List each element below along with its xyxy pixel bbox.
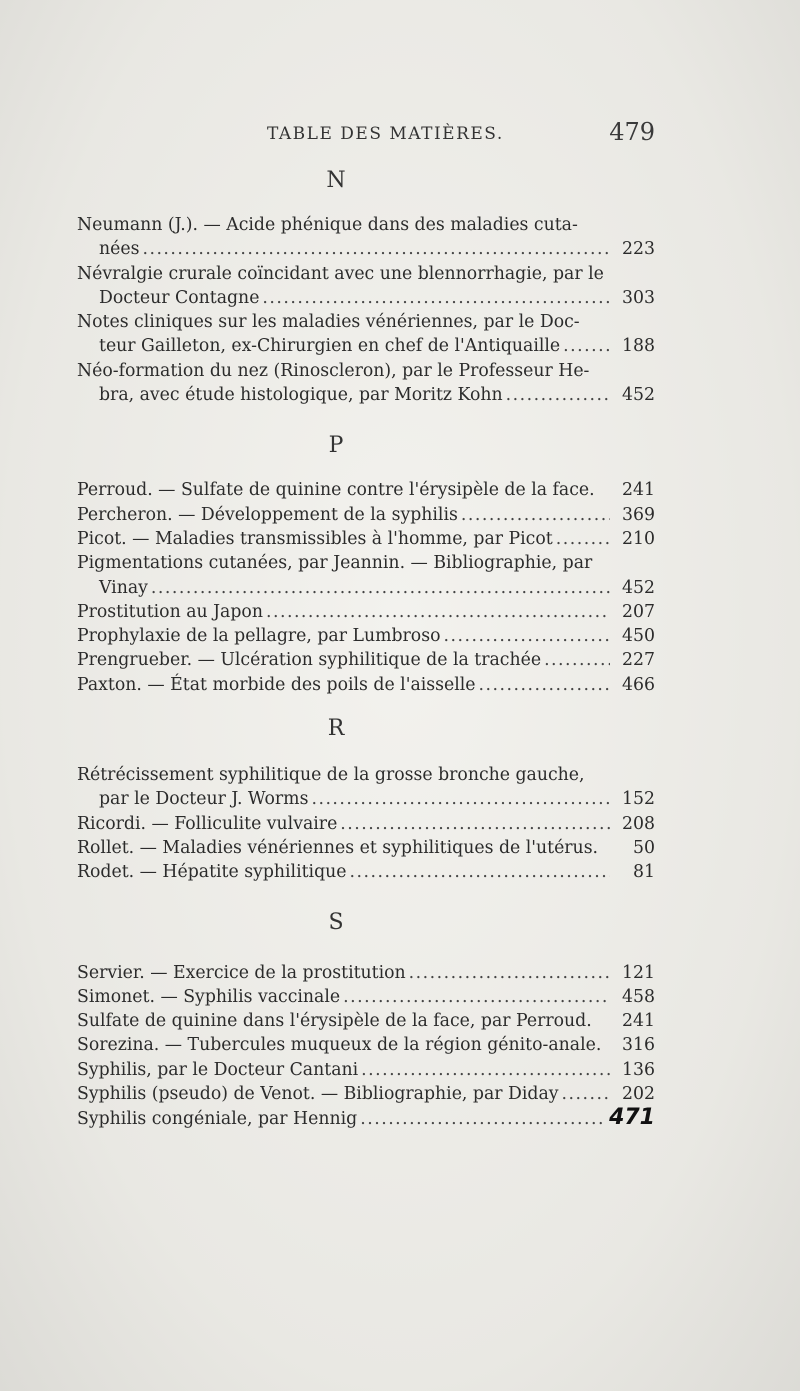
index-line: [77, 673, 655, 697]
index-line: [77, 985, 655, 1009]
section-letter-r: R: [327, 716, 345, 742]
index-content: [77, 168, 655, 1131]
entry-text: Sulfate de quinine dans l'érysipèle de la face, par Perroud.: [77, 1011, 592, 1032]
dot-leader: [343, 985, 610, 1009]
page-ref: 452: [622, 385, 655, 406]
index-line: [77, 213, 655, 237]
entry-text: Syphilis congéniale, par Hennig: [77, 1109, 358, 1130]
folio-page-number: 479: [609, 118, 655, 146]
entry-text: teur Gailleton, ex-Chirurgien en chef de l'Antiquaille: [99, 336, 561, 357]
entry-text: Syphilis, par le Docteur Cantani: [77, 1059, 359, 1080]
index-line: [77, 286, 655, 310]
page-ref: 207: [622, 601, 655, 622]
entry-text: Sorezina. — Tubercules muqueux de la région génito-anale.: [77, 1035, 602, 1056]
index-line: [77, 237, 655, 261]
index-line: [77, 478, 655, 502]
index-line: [77, 600, 655, 624]
entry-text: Ricordi. — Folliculite vulvaire: [77, 813, 338, 834]
entry-text: Docteur Contagne: [99, 287, 260, 308]
dot-leader: [361, 1058, 610, 1082]
page-ref: 466: [622, 674, 655, 695]
handwritten-page-ref: 471: [609, 1105, 655, 1131]
entry-text: Picot. — Maladies transmissibles à l'homme, par Picot: [77, 528, 553, 549]
entry-text: Pigmentations cutanées, par Jeannin. — Bibliographie, par: [77, 553, 593, 574]
index-line: [77, 527, 655, 551]
dot-leader: [443, 624, 610, 648]
dot-leader: [311, 787, 610, 811]
dot-leader: [340, 812, 610, 836]
entry-text: Néo-formation du nez (Rinoscleron), par le Professeur He-: [77, 360, 590, 381]
dot-leader: [409, 961, 610, 985]
index-line: [77, 383, 655, 407]
dot-leader: [142, 237, 610, 261]
entry-text: Paxton. — État morbide des poils de l'aisselle: [77, 674, 476, 695]
dot-leader: [506, 383, 610, 407]
index-line: [77, 359, 655, 383]
index-line: [77, 648, 655, 672]
entry-text: nées: [99, 239, 140, 260]
entry-text: Prophylaxie de la pellagre, par Lumbroso: [77, 626, 441, 647]
index-line: [77, 961, 655, 985]
page-ref: 202: [622, 1084, 655, 1105]
index-line: [77, 310, 655, 334]
index-line: [77, 1009, 655, 1033]
entry-text: Névralgie crurale coïncidant avec une blennorrhagie, par le: [77, 263, 604, 284]
dot-leader: [479, 673, 610, 697]
page-ref: 188: [622, 336, 655, 357]
page-ref: 316: [622, 1035, 655, 1056]
index-line: [77, 763, 655, 787]
page-ref: 303: [622, 287, 655, 308]
dot-leader: [461, 503, 610, 527]
dot-leader: [563, 334, 610, 358]
page-ref: 458: [622, 986, 655, 1007]
entry-text: Prostitution au Japon: [77, 601, 263, 622]
page-ref: 208: [622, 813, 655, 834]
index-line: [77, 1058, 655, 1082]
entry-text: Notes cliniques sur les maladies vénériennes, par le Doc-: [77, 312, 580, 333]
section-letter-s: S: [328, 909, 344, 935]
entry-text: Syphilis (pseudo) de Venot. — Bibliographie, par Diday: [77, 1084, 559, 1105]
page-ref: 452: [622, 577, 655, 598]
dot-leader: [562, 1082, 610, 1106]
dot-leader: [360, 1107, 606, 1131]
page-ref: 450: [622, 626, 655, 647]
index-line: [77, 334, 655, 358]
dot-leader: [544, 648, 610, 672]
page-ref: 223: [622, 239, 655, 260]
index-line: [77, 1106, 655, 1130]
dot-leader: [350, 860, 610, 884]
index-line: [77, 1082, 655, 1106]
entry-text: Rodet. — Hépatite syphilitique: [77, 862, 347, 883]
page-ref: 152: [622, 789, 655, 810]
page-ref: 136: [622, 1059, 655, 1080]
index-line: [77, 1033, 655, 1057]
index-line: [77, 576, 655, 600]
section-letter-p: P: [328, 433, 344, 459]
running-head: [77, 118, 655, 148]
dot-leader: [266, 600, 610, 624]
page-ref: 210: [622, 528, 655, 549]
index-line: [77, 812, 655, 836]
entry-text: Servier. — Exercice de la prostitution: [77, 962, 406, 983]
page-ref: 50: [633, 837, 655, 858]
index-line: [77, 624, 655, 648]
page-ref: 81: [633, 862, 655, 883]
entry-text: Prengrueber. — Ulcération syphilitique de la trachée: [77, 650, 542, 671]
entry-text: Rétrécissement syphilitique de la grosse bronche gauche,: [77, 765, 585, 786]
page-ref: 241: [622, 480, 655, 501]
entry-text: Simonet. — Syphilis vaccinale: [77, 986, 341, 1007]
index-line: [77, 262, 655, 286]
section-letter-n: N: [326, 168, 346, 193]
page-ref: 241: [622, 1011, 655, 1032]
entry-text: Percheron. — Développement de la syphilis: [77, 504, 458, 525]
entry-text: Vinay: [99, 577, 148, 598]
dot-leader: [151, 576, 610, 600]
entry-text: Rollet. — Maladies vénériennes et syphilitiques de l'utérus.: [77, 837, 599, 858]
page-ref: 121: [622, 962, 655, 983]
index-line: [77, 503, 655, 527]
dot-leader: [556, 527, 610, 551]
page-ref: 227: [622, 650, 655, 671]
index-line: [77, 860, 655, 884]
entry-text: Perroud. — Sulfate de quinine contre l'érysipèle de la face.: [77, 480, 595, 501]
dot-leader: [262, 286, 610, 310]
entry-text: bra, avec étude histologique, par Moritz Kohn: [99, 385, 503, 406]
index-line: [77, 787, 655, 811]
running-title: TABLE DES MATIÈRES.: [267, 124, 504, 144]
index-line: [77, 836, 655, 860]
index-line: [77, 551, 655, 575]
entry-text: Neumann (J.). — Acide phénique dans des maladies cuta-: [77, 215, 578, 235]
page-ref: 369: [622, 504, 655, 525]
entry-text: par le Docteur J. Worms: [99, 789, 309, 810]
